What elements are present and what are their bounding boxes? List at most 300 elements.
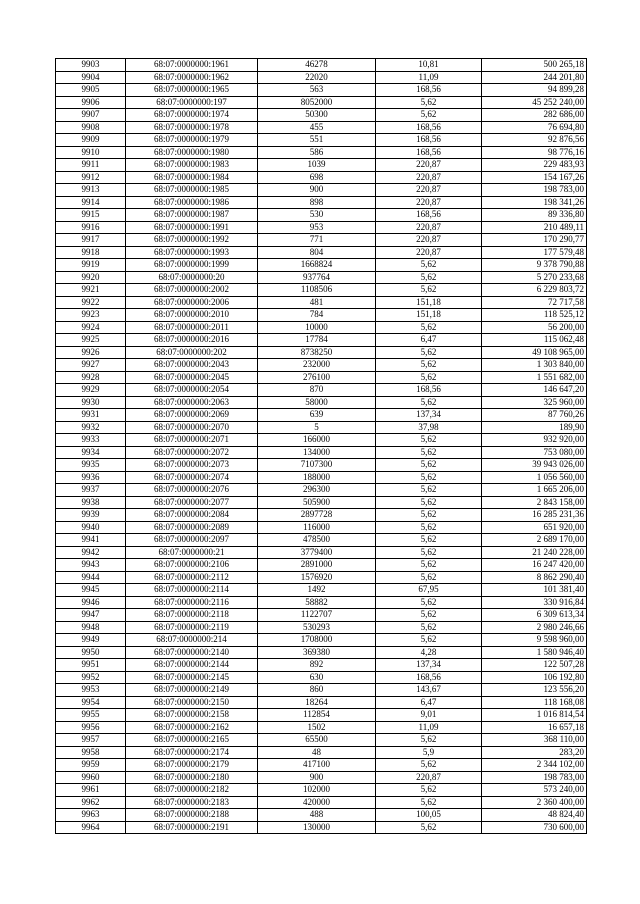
table-row — [56, 284, 587, 297]
area-cell: 3779400 — [258, 546, 376, 559]
table-row — [56, 471, 587, 484]
area-cell: 48 — [258, 746, 376, 759]
cadastral-number-cell: 68:07:0000000:2140 — [126, 646, 258, 659]
value-cell: 932 920,00 — [482, 434, 587, 447]
area-cell: 563 — [258, 84, 376, 97]
rate-cell: 220,87 — [376, 184, 482, 197]
cadastral-number-cell: 68:07:0000000:2071 — [126, 434, 258, 447]
area-cell: 1122707 — [258, 609, 376, 622]
table-row — [56, 234, 587, 247]
value-cell: 1 665 206,00 — [482, 484, 587, 497]
area-cell: 2891000 — [258, 559, 376, 572]
row-number-cell: 9929 — [56, 384, 126, 397]
table-row — [56, 346, 587, 359]
table-row — [56, 421, 587, 434]
row-number-cell: 9934 — [56, 446, 126, 459]
value-cell: 48 824,40 — [482, 809, 587, 822]
rate-cell: 168,56 — [376, 84, 482, 97]
area-cell: 8738250 — [258, 346, 376, 359]
rate-cell: 220,87 — [376, 221, 482, 234]
area-cell: 953 — [258, 221, 376, 234]
value-cell: 118 168,08 — [482, 696, 587, 709]
value-cell: 325 960,00 — [482, 396, 587, 409]
row-number-cell: 9954 — [56, 696, 126, 709]
table-row — [56, 71, 587, 84]
row-number-cell: 9940 — [56, 521, 126, 534]
rate-cell: 5,62 — [376, 509, 482, 522]
cadastral-number-cell: 68:07:0000000:2070 — [126, 421, 258, 434]
rate-cell: 5,62 — [376, 546, 482, 559]
area-cell: 698 — [258, 171, 376, 184]
rate-cell: 137,34 — [376, 659, 482, 672]
cadastral-number-cell: 68:07:0000000:2054 — [126, 384, 258, 397]
area-cell: 481 — [258, 296, 376, 309]
area-cell: 771 — [258, 234, 376, 247]
area-cell: 892 — [258, 659, 376, 672]
value-cell: 89 336,80 — [482, 209, 587, 222]
value-cell: 198 341,26 — [482, 196, 587, 209]
cadastral-number-cell: 68:07:0000000:1992 — [126, 234, 258, 247]
area-cell: 166000 — [258, 434, 376, 447]
row-number-cell: 9964 — [56, 821, 126, 834]
row-number-cell: 9911 — [56, 159, 126, 172]
rate-cell: 5,62 — [376, 634, 482, 647]
table-row — [56, 359, 587, 372]
area-cell: 860 — [258, 684, 376, 697]
rate-cell: 5,62 — [376, 559, 482, 572]
rate-cell: 5,62 — [376, 359, 482, 372]
row-number-cell: 9905 — [56, 84, 126, 97]
table-row — [56, 84, 587, 97]
rate-cell: 5,62 — [376, 496, 482, 509]
cadastral-number-cell: 68:07:0000000:2006 — [126, 296, 258, 309]
area-cell: 530293 — [258, 621, 376, 634]
row-number-cell: 9951 — [56, 659, 126, 672]
table-row — [56, 509, 587, 522]
area-cell: 530 — [258, 209, 376, 222]
value-cell: 573 240,00 — [482, 784, 587, 797]
row-number-cell: 9932 — [56, 421, 126, 434]
table-row — [56, 734, 587, 747]
area-cell: 551 — [258, 134, 376, 147]
value-cell: 56 200,00 — [482, 321, 587, 334]
cadastral-number-cell: 68:07:0000000:2084 — [126, 509, 258, 522]
cadastral-number-cell: 68:07:0000000:2011 — [126, 321, 258, 334]
value-cell: 177 579,48 — [482, 246, 587, 259]
value-cell: 146 647,20 — [482, 384, 587, 397]
row-number-cell: 9941 — [56, 534, 126, 547]
value-cell: 730 600,00 — [482, 821, 587, 834]
rate-cell: 6,47 — [376, 334, 482, 347]
cadastral-number-cell: 68:07:0000000:2016 — [126, 334, 258, 347]
area-cell: 478500 — [258, 534, 376, 547]
cadastral-number-cell: 68:07:0000000:202 — [126, 346, 258, 359]
rate-cell: 4,28 — [376, 646, 482, 659]
row-number-cell: 9916 — [56, 221, 126, 234]
cadastral-number-cell: 68:07:0000000:2116 — [126, 596, 258, 609]
rate-cell: 5,62 — [376, 484, 482, 497]
rate-cell: 5,62 — [376, 796, 482, 809]
value-cell: 2 360 400,00 — [482, 796, 587, 809]
cadastral-number-cell: 68:07:0000000:2162 — [126, 721, 258, 734]
table-row — [56, 396, 587, 409]
row-number-cell: 9938 — [56, 496, 126, 509]
row-number-cell: 9957 — [56, 734, 126, 747]
value-cell: 198 783,00 — [482, 184, 587, 197]
row-number-cell: 9921 — [56, 284, 126, 297]
row-number-cell: 9962 — [56, 796, 126, 809]
row-number-cell: 9947 — [56, 609, 126, 622]
table-row — [56, 696, 587, 709]
table-row — [56, 409, 587, 422]
area-cell: 2897728 — [258, 509, 376, 522]
table-row — [56, 459, 587, 472]
area-cell: 5 — [258, 421, 376, 434]
rate-cell: 5,62 — [376, 784, 482, 797]
rate-cell: 220,87 — [376, 159, 482, 172]
table-row — [56, 496, 587, 509]
value-cell: 2 344 102,00 — [482, 759, 587, 772]
cadastral-number-cell: 68:07:0000000:2119 — [126, 621, 258, 634]
cadastral-number-cell: 68:07:0000000:2118 — [126, 609, 258, 622]
value-cell: 2 843 158,00 — [482, 496, 587, 509]
row-number-cell: 9923 — [56, 309, 126, 322]
cadastral-number-cell: 68:07:0000000:2182 — [126, 784, 258, 797]
area-cell: 232000 — [258, 359, 376, 372]
value-cell: 49 108 965,00 — [482, 346, 587, 359]
table-row — [56, 296, 587, 309]
cadastral-number-cell: 68:07:0000000:2174 — [126, 746, 258, 759]
rate-cell: 67,95 — [376, 584, 482, 597]
value-cell: 5 270 233,68 — [482, 271, 587, 284]
area-cell: 898 — [258, 196, 376, 209]
cadastral-number-cell: 68:07:0000000:2112 — [126, 571, 258, 584]
row-number-cell: 9912 — [56, 171, 126, 184]
table-row — [56, 609, 587, 622]
area-cell: 937764 — [258, 271, 376, 284]
value-cell: 94 899,28 — [482, 84, 587, 97]
cadastral-number-cell: 68:07:0000000:1974 — [126, 109, 258, 122]
value-cell: 16 247 420,00 — [482, 559, 587, 572]
rate-cell: 5,62 — [376, 734, 482, 747]
rate-cell: 5,62 — [376, 621, 482, 634]
value-cell: 118 525,12 — [482, 309, 587, 322]
table-row — [56, 709, 587, 722]
table-row — [56, 334, 587, 347]
cadastral-number-cell: 68:07:0000000:2191 — [126, 821, 258, 834]
value-cell: 210 489,11 — [482, 221, 587, 234]
row-number-cell: 9907 — [56, 109, 126, 122]
row-number-cell: 9955 — [56, 709, 126, 722]
row-number-cell: 9942 — [56, 546, 126, 559]
table-row — [56, 546, 587, 559]
row-number-cell: 9943 — [56, 559, 126, 572]
table-row — [56, 184, 587, 197]
value-cell: 6 309 613,34 — [482, 609, 587, 622]
cadastral-number-cell: 68:07:0000000:1962 — [126, 71, 258, 84]
row-number-cell: 9948 — [56, 621, 126, 634]
area-cell: 1492 — [258, 584, 376, 597]
cadastral-number-cell: 68:07:0000000:1985 — [126, 184, 258, 197]
cadastral-number-cell: 68:07:0000000:2077 — [126, 496, 258, 509]
rate-cell: 143,67 — [376, 684, 482, 697]
table-row — [56, 309, 587, 322]
row-number-cell: 9956 — [56, 721, 126, 734]
value-cell: 651 920,00 — [482, 521, 587, 534]
row-number-cell: 9952 — [56, 671, 126, 684]
value-cell: 9 598 960,00 — [482, 634, 587, 647]
cadastral-number-cell: 68:07:0000000:2074 — [126, 471, 258, 484]
row-number-cell: 9960 — [56, 771, 126, 784]
cadastral-number-cell: 68:07:0000000:1991 — [126, 221, 258, 234]
cadastral-number-cell: 68:07:0000000:2063 — [126, 396, 258, 409]
rate-cell: 5,9 — [376, 746, 482, 759]
table-row — [56, 809, 587, 822]
table-row — [56, 384, 587, 397]
rate-cell: 11,09 — [376, 71, 482, 84]
value-cell: 16 657,18 — [482, 721, 587, 734]
area-cell: 10000 — [258, 321, 376, 334]
table-row — [56, 59, 587, 72]
rate-cell: 151,18 — [376, 296, 482, 309]
row-number-cell: 9922 — [56, 296, 126, 309]
rate-cell: 5,62 — [376, 109, 482, 122]
table-row — [56, 434, 587, 447]
cadastral-number-cell: 68:07:0000000:1965 — [126, 84, 258, 97]
table-row — [56, 634, 587, 647]
rate-cell: 9,01 — [376, 709, 482, 722]
table-row — [56, 521, 587, 534]
row-number-cell: 9918 — [56, 246, 126, 259]
row-number-cell: 9915 — [56, 209, 126, 222]
value-cell: 115 062,48 — [482, 334, 587, 347]
area-cell: 58000 — [258, 396, 376, 409]
table-row — [56, 571, 587, 584]
table-row — [56, 621, 587, 634]
rate-cell: 5,62 — [376, 371, 482, 384]
cadastral-number-cell: 68:07:0000000:2010 — [126, 309, 258, 322]
area-cell: 46278 — [258, 59, 376, 72]
row-number-cell: 9949 — [56, 634, 126, 647]
row-number-cell: 9925 — [56, 334, 126, 347]
row-number-cell: 9936 — [56, 471, 126, 484]
area-cell: 130000 — [258, 821, 376, 834]
cadastral-number-cell: 68:07:0000000:2180 — [126, 771, 258, 784]
cadastral-number-cell: 68:07:0000000:1984 — [126, 171, 258, 184]
area-cell: 7107300 — [258, 459, 376, 472]
rate-cell: 5,62 — [376, 821, 482, 834]
value-cell: 122 507,28 — [482, 659, 587, 672]
area-cell: 22020 — [258, 71, 376, 84]
cadastral-number-cell: 68:07:0000000:2043 — [126, 359, 258, 372]
cadastral-number-cell: 68:07:0000000:2072 — [126, 446, 258, 459]
row-number-cell: 9963 — [56, 809, 126, 822]
area-cell: 50300 — [258, 109, 376, 122]
value-cell: 282 686,00 — [482, 109, 587, 122]
area-cell: 369380 — [258, 646, 376, 659]
value-cell: 6 229 803,72 — [482, 284, 587, 297]
area-cell: 65500 — [258, 734, 376, 747]
area-cell: 630 — [258, 671, 376, 684]
rate-cell: 220,87 — [376, 171, 482, 184]
cadastral-number-cell: 68:07:0000000:1980 — [126, 146, 258, 159]
rate-cell: 5,62 — [376, 471, 482, 484]
value-cell: 198 783,00 — [482, 771, 587, 784]
row-number-cell: 9959 — [56, 759, 126, 772]
table-row — [56, 671, 587, 684]
cadastral-number-cell: 68:07:0000000:2179 — [126, 759, 258, 772]
value-cell: 45 252 240,00 — [482, 96, 587, 109]
area-cell: 586 — [258, 146, 376, 159]
value-cell: 244 201,80 — [482, 71, 587, 84]
rate-cell: 220,87 — [376, 196, 482, 209]
rate-cell: 5,62 — [376, 321, 482, 334]
area-cell: 1576920 — [258, 571, 376, 584]
area-cell: 900 — [258, 771, 376, 784]
value-cell: 92 876,56 — [482, 134, 587, 147]
area-cell: 488 — [258, 809, 376, 822]
rate-cell: 100,05 — [376, 809, 482, 822]
area-cell: 296300 — [258, 484, 376, 497]
value-cell: 39 943 026,00 — [482, 459, 587, 472]
value-cell: 1 551 682,00 — [482, 371, 587, 384]
rate-cell: 10,81 — [376, 59, 482, 72]
rate-cell: 11,09 — [376, 721, 482, 734]
row-number-cell: 9944 — [56, 571, 126, 584]
cadastral-number-cell: 68:07:0000000:2089 — [126, 521, 258, 534]
value-cell: 98 776,16 — [482, 146, 587, 159]
area-cell: 804 — [258, 246, 376, 259]
table-row — [56, 109, 587, 122]
row-number-cell: 9914 — [56, 196, 126, 209]
row-number-cell: 9950 — [56, 646, 126, 659]
table-row — [56, 821, 587, 834]
area-cell: 784 — [258, 309, 376, 322]
value-cell: 106 192,80 — [482, 671, 587, 684]
rate-cell: 168,56 — [376, 146, 482, 159]
area-cell: 276100 — [258, 371, 376, 384]
value-cell: 330 916,84 — [482, 596, 587, 609]
row-number-cell: 9933 — [56, 434, 126, 447]
cadastral-number-cell: 68:07:0000000:214 — [126, 634, 258, 647]
cadastral-number-cell: 68:07:0000000:2144 — [126, 659, 258, 672]
area-cell: 8052000 — [258, 96, 376, 109]
rate-cell: 5,62 — [376, 521, 482, 534]
row-number-cell: 9917 — [56, 234, 126, 247]
table-body — [56, 59, 587, 834]
cadastral-number-cell: 68:07:0000000:2114 — [126, 584, 258, 597]
area-cell: 58882 — [258, 596, 376, 609]
rate-cell: 5,62 — [376, 596, 482, 609]
rate-cell: 5,62 — [376, 271, 482, 284]
table-row — [56, 759, 587, 772]
value-cell: 2 980 246,66 — [482, 621, 587, 634]
table-row — [56, 121, 587, 134]
rate-cell: 220,87 — [376, 246, 482, 259]
table-row — [56, 796, 587, 809]
rate-cell: 220,87 — [376, 771, 482, 784]
value-cell: 753 080,00 — [482, 446, 587, 459]
table-row — [56, 771, 587, 784]
value-cell: 170 290,77 — [482, 234, 587, 247]
rate-cell: 220,87 — [376, 234, 482, 247]
area-cell: 112854 — [258, 709, 376, 722]
cadastral-number-cell: 68:07:0000000:2045 — [126, 371, 258, 384]
value-cell: 500 265,18 — [482, 59, 587, 72]
table-row — [56, 171, 587, 184]
cadastral-number-cell: 68:07:0000000:1978 — [126, 121, 258, 134]
area-cell: 505900 — [258, 496, 376, 509]
value-cell: 21 240 228,00 — [482, 546, 587, 559]
area-cell: 134000 — [258, 446, 376, 459]
value-cell: 1 016 814,54 — [482, 709, 587, 722]
row-number-cell: 9935 — [56, 459, 126, 472]
area-cell: 1668824 — [258, 259, 376, 272]
area-cell: 116000 — [258, 521, 376, 534]
rate-cell: 5,62 — [376, 96, 482, 109]
cadastral-number-cell: 68:07:0000000:1999 — [126, 259, 258, 272]
area-cell: 17784 — [258, 334, 376, 347]
table-row — [56, 271, 587, 284]
row-number-cell: 9919 — [56, 259, 126, 272]
value-cell: 123 556,20 — [482, 684, 587, 697]
row-number-cell: 9903 — [56, 59, 126, 72]
table-row — [56, 196, 587, 209]
row-number-cell: 9953 — [56, 684, 126, 697]
cadastral-number-cell: 68:07:0000000:1987 — [126, 209, 258, 222]
rate-cell: 5,62 — [376, 759, 482, 772]
rate-cell: 5,62 — [376, 609, 482, 622]
row-number-cell: 9931 — [56, 409, 126, 422]
row-number-cell: 9920 — [56, 271, 126, 284]
cadastral-number-cell: 68:07:0000000:2097 — [126, 534, 258, 547]
table-row — [56, 159, 587, 172]
row-number-cell: 9906 — [56, 96, 126, 109]
value-cell: 1 580 946,40 — [482, 646, 587, 659]
value-cell: 9 378 790,88 — [482, 259, 587, 272]
cadastral-value-table — [55, 58, 587, 834]
cadastral-number-cell: 68:07:0000000:2073 — [126, 459, 258, 472]
area-cell: 18264 — [258, 696, 376, 709]
rate-cell: 37,98 — [376, 421, 482, 434]
rate-cell: 5,62 — [376, 459, 482, 472]
value-cell: 87 760,26 — [482, 409, 587, 422]
rate-cell: 5,62 — [376, 571, 482, 584]
value-cell: 368 110,00 — [482, 734, 587, 747]
table-row — [56, 134, 587, 147]
cadastral-number-cell: 68:07:0000000:2165 — [126, 734, 258, 747]
table-row — [56, 321, 587, 334]
cadastral-number-cell: 68:07:0000000:2150 — [126, 696, 258, 709]
area-cell: 188000 — [258, 471, 376, 484]
area-cell: 900 — [258, 184, 376, 197]
value-cell: 154 167,26 — [482, 171, 587, 184]
rate-cell: 5,62 — [376, 284, 482, 297]
cadastral-number-cell: 68:07:0000000:2076 — [126, 484, 258, 497]
value-cell: 76 694,80 — [482, 121, 587, 134]
rate-cell: 168,56 — [376, 134, 482, 147]
table-row — [56, 721, 587, 734]
table-row — [56, 746, 587, 759]
row-number-cell: 9924 — [56, 321, 126, 334]
cadastral-number-cell: 68:07:0000000:1986 — [126, 196, 258, 209]
cadastral-number-cell: 68:07:0000000:2158 — [126, 709, 258, 722]
row-number-cell: 9926 — [56, 346, 126, 359]
cadastral-number-cell: 68:07:0000000:1961 — [126, 59, 258, 72]
row-number-cell: 9937 — [56, 484, 126, 497]
table-row — [56, 784, 587, 797]
row-number-cell: 9909 — [56, 134, 126, 147]
